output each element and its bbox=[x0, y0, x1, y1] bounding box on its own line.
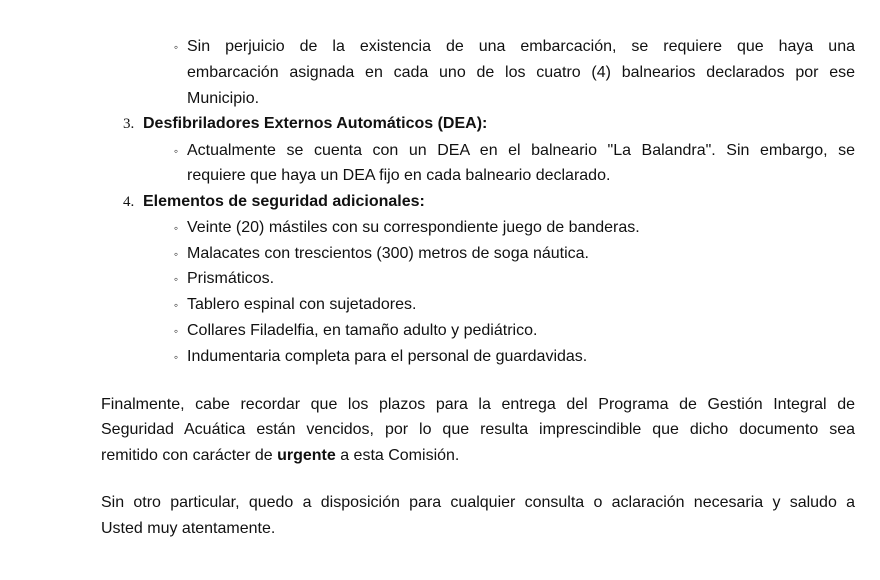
list-bullet: ◦ bbox=[173, 324, 179, 338]
paragraph-line bbox=[101, 446, 459, 466]
urgent-emphasis: urgente bbox=[277, 447, 336, 464]
paragraph-text: remitido con carácter de bbox=[101, 447, 278, 464]
section-number: 4. bbox=[123, 194, 135, 210]
list-item-line: requiere que haya un DEA fijo en cada balneario declarado. bbox=[187, 167, 611, 184]
paragraph-line: Finalmente, cabe recordar que los plazos para la entrega del Programa de Gestión Integral de bbox=[101, 396, 855, 413]
list-item-line: Actualmente se cuenta con un DEA en el balneario "La Balandra". Sin embargo, se bbox=[187, 142, 855, 159]
section-heading: Elementos de seguridad adicionales: bbox=[143, 193, 425, 210]
list-item-line: Sin perjuicio de la existencia de una embarcación, se requiere que haya una bbox=[187, 38, 855, 55]
list-item: Veinte (20) mástiles con su correspondiente juego de banderas. bbox=[187, 219, 640, 236]
list-bullet: ◦ bbox=[173, 298, 179, 312]
paragraph-text: a esta Comisión. bbox=[335, 447, 460, 464]
list-item: Malacates con trescientos (300) metros de soga náutica. bbox=[187, 245, 589, 262]
list-bullet: ◦ bbox=[173, 350, 179, 364]
paragraph-line: Usted muy atentamente. bbox=[101, 520, 276, 537]
list-item-line: Municipio. bbox=[187, 90, 260, 107]
list-item: Collares Filadelfia, en tamaño adulto y pediátrico. bbox=[187, 322, 538, 339]
paragraph-line: Sin otro particular, quedo a disposición para cualquier consulta o aclaración necesaria y saludo a bbox=[101, 494, 855, 511]
list-bullet: ◦ bbox=[173, 272, 179, 286]
paragraph-line: Seguridad Acuática están vencidos, por lo que resulta imprescindible que dicho documento sea bbox=[101, 421, 855, 438]
list-bullet: ◦ bbox=[173, 221, 179, 235]
list-item: Indumentaria completa para el personal de guardavidas. bbox=[187, 348, 588, 365]
list-item: Tablero espinal con sujetadores. bbox=[187, 296, 417, 313]
list-item-line: embarcación asignada en cada uno de los cuatro (4) balnearios declarados por ese bbox=[187, 64, 855, 81]
list-item: Prismáticos. bbox=[187, 270, 275, 287]
list-bullet: ◦ bbox=[173, 247, 179, 261]
list-bullet: ◦ bbox=[173, 40, 179, 54]
section-heading: Desfibriladores Externos Automáticos (DEA): bbox=[143, 115, 488, 132]
list-bullet: ◦ bbox=[173, 144, 179, 158]
section-number: 3. bbox=[123, 116, 135, 132]
